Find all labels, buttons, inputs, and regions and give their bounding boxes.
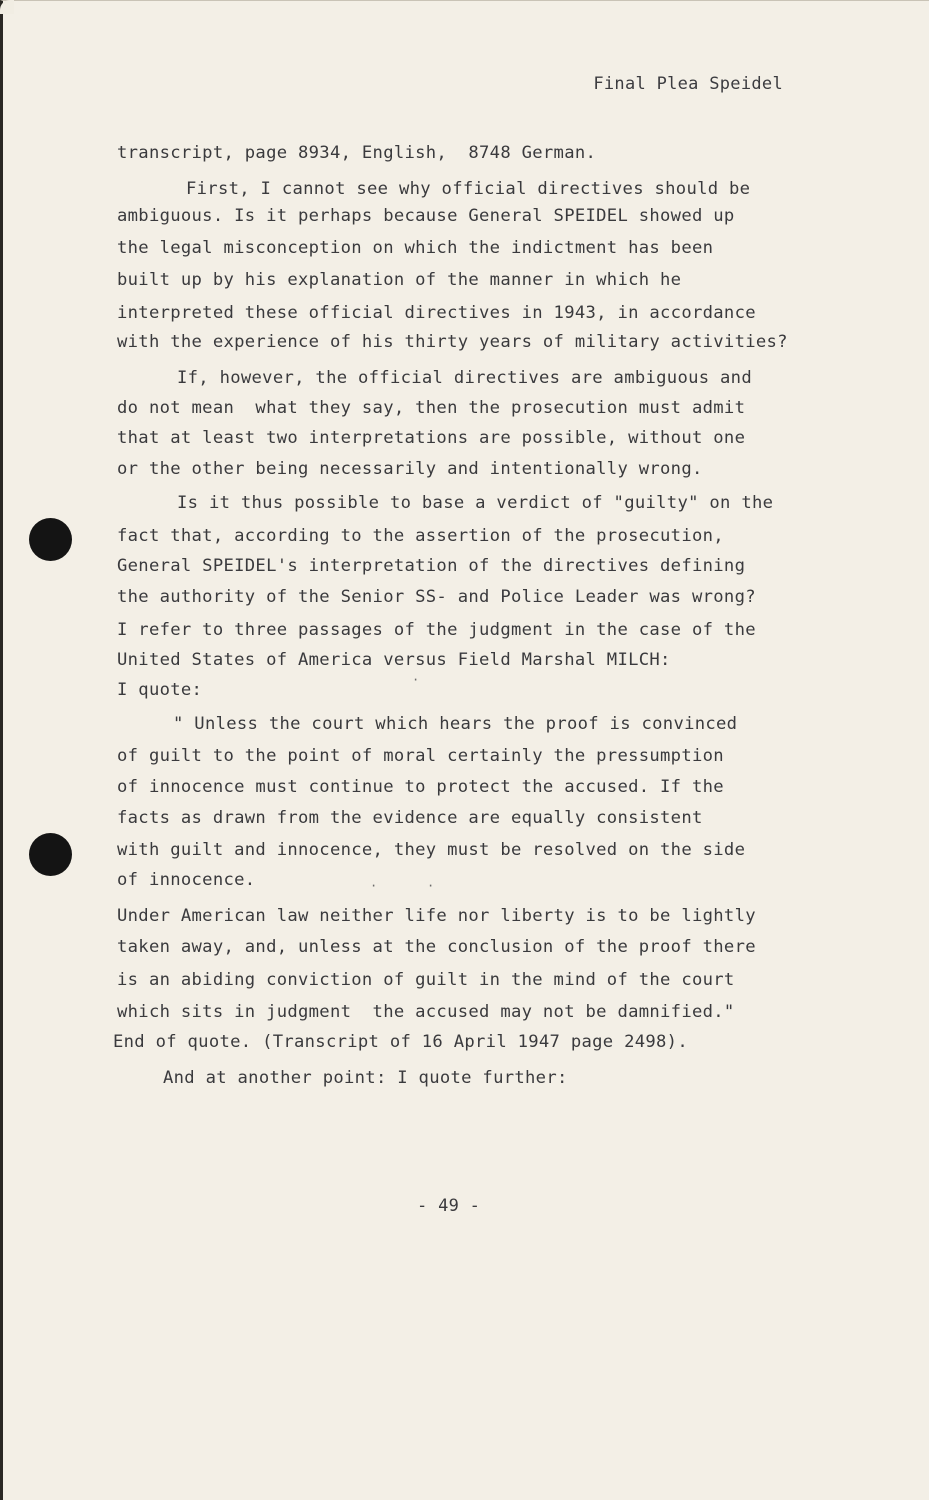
text-line: interpreted these official directives in 1943, in accordance (117, 303, 756, 323)
text-line: or the other being necessarily and intentionally wrong. (117, 459, 703, 479)
text-line: of innocence. (117, 870, 256, 890)
ink-speck: · (412, 673, 420, 687)
ink-speck: · (370, 879, 378, 893)
text-line: I quote: (117, 680, 203, 700)
text-line: " Unless the court which hears the proof is convinced (173, 714, 738, 734)
text-line: the legal misconception on which the indictment has been (117, 238, 714, 258)
ink-speck: · (427, 879, 435, 893)
text-line: the authority of the Senior SS- and Police Leader was wrong? (117, 587, 756, 607)
text-line: with guilt and innocence, they must be resolved on the side (117, 840, 746, 860)
text-line: that at least two interpretations are possible, without one (117, 428, 746, 448)
text-line: First, I cannot see why official directives should be (186, 179, 751, 199)
text-line: I refer to three passages of the judgment in the case of the (117, 620, 756, 640)
text-line: General SPEIDEL's interpretation of the directives defining (117, 556, 746, 576)
text-line: End of quote. (Transcript of 16 April 1947 page 2498). (113, 1032, 688, 1052)
text-line: which sits in judgment the accused may not be damnified." (117, 1002, 735, 1022)
punch-hole (29, 518, 72, 561)
text-line: fact that, according to the assertion of the prosecution, (117, 526, 724, 546)
text-line: United States of America versus Field Marshal MILCH: (117, 650, 671, 670)
text-line: of innocence must continue to protect the accused. If the (117, 777, 724, 797)
text-line: do not mean what they say, then the prosecution must admit (117, 398, 746, 418)
text-line: of guilt to the point of moral certainly the pressumption (117, 746, 724, 766)
text-line: built up by his explanation of the manner in which he (117, 270, 682, 290)
text-line: facts as drawn from the evidence are equally consistent (117, 808, 703, 828)
page-corner (0, 0, 14, 14)
text-line: Under American law neither life nor liberty is to be lightly (117, 906, 756, 926)
text-line: Is it thus possible to base a verdict of "guilty" on the (177, 493, 774, 513)
page-number: - 49 - (417, 1196, 481, 1216)
text-line: If, however, the official directives are ambiguous and (177, 368, 752, 388)
text-line: transcript, page 8934, English, 8748 German. (117, 143, 597, 163)
page-header: Final Plea Speidel (593, 74, 783, 94)
text-line: is an abiding conviction of guilt in the mind of the court (117, 970, 735, 990)
text-line: taken away, and, unless at the conclusion of the proof there (117, 937, 756, 957)
text-line: ambiguous. Is it perhaps because General SPEIDEL showed up (117, 206, 735, 226)
text-line: with the experience of his thirty years of military activities? (117, 332, 788, 352)
punch-hole (29, 833, 72, 876)
text-line: And at another point: I quote further: (163, 1068, 568, 1088)
